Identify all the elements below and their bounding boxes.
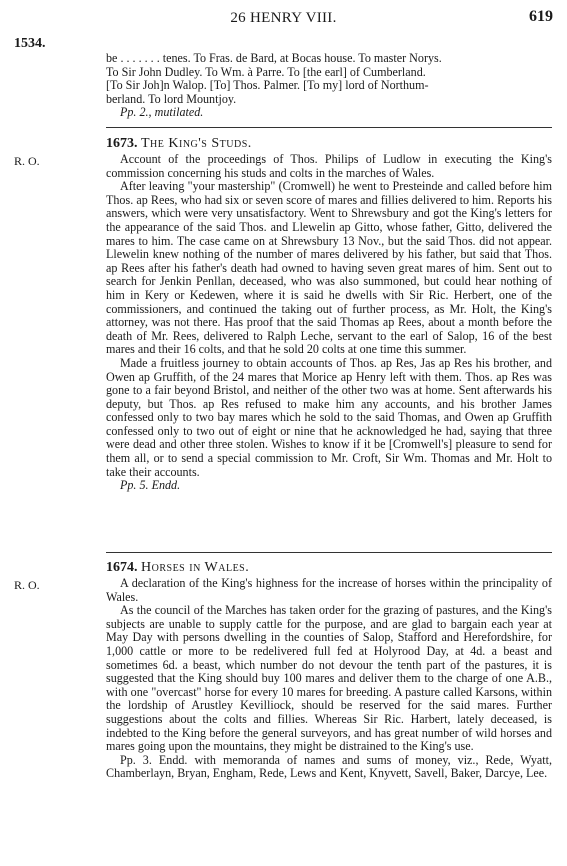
entry-paragraph: After leaving "your mastership" (Cromwell) he went to Presteinde and called before him Thos. ap Rees, who had six or seven score of mares and fillies delivered to him. Reports his answers, which were very unsatisfactory. Went to Shrewsbury and got the King's letters for the appearance of the said Thos. and Llewelin ap Gitto, whose father, Gitto, delivered the mares to him. The case came on at Shrewsbury 13 Nov., but the said Thos. did not appear. Llewelin knew nothing of the number of mares delivered by his father, but said that Thos. ap Rees after his father's death had owned to having seven great mares of him. Sent out to search for Jenkin Penllan, deceased, who was also summoned, but could hear nothing of him in Kery or Kedewen, where it is said he dwells with Sir Ric. Herbert, one of the commissioners, and continued the taking out of further process, as Mr. Holt, the King's attorney, was not there. Has proof that the said Thomas ap Rees, about a month before the death of Mr. Rees, delivered to Ralph Leche, servant to the earl of Salop, 16 of the best mares and their 16 colts, and that he sold 20 colts at one time this summer. xyxy=(106,179,552,357)
page-number: 619 xyxy=(529,8,553,25)
entry-heading-1674 xyxy=(106,560,249,576)
entry-number: 1674. xyxy=(106,560,138,575)
margin-reference: R. O. xyxy=(14,154,40,168)
entry-body-1673 xyxy=(106,153,552,493)
entry-note: Pp. 5. Endd. xyxy=(120,478,181,493)
entry-number: 1673. xyxy=(106,136,138,151)
entry-paragraph: As the council of the Marches has taken order for the grazing of pastures, and the King's subjects are unable to supply cattle for the purpose, and are glad to bargain each year at May Day with persons dwelling in the counties of Salop, Stafford and Herefordshire, for 1,000 cattle or more to be redelivered full fed at Holyrood Day, at 4d. a beast and sometimes 6d. a beast, which number do not devour the tenth part of the pastures, it is suggested that the King should buy 100 mares and deliver them to the charge of one A.B., with one "overcast" horse for every 10 mares for breeding. A pasture called Karsons, within the lordship of Arustley Kevilliock, should be reserved for the said mares. Further suggestions about the colts and fillies. Whereas Sir Ric. Harbert, lately deceased, is indebted to the King before the general surveyors, and has great number of wild horses and mares going upon the mountains, they might be distrained to the King's use. xyxy=(106,603,552,754)
continuation-note: Pp. 2., mutilated. xyxy=(120,105,204,120)
continuation-line: [To Sir Joh]n Walop. [To] Thos. Palmer. [To my] lord of Northum- xyxy=(106,78,429,93)
running-title: 26 HENRY VIII. xyxy=(230,10,337,26)
entry-title: Horses in Wales. xyxy=(141,560,250,575)
year-marker: 1534. xyxy=(14,36,46,51)
entry-heading-1673 xyxy=(106,136,252,152)
continuation-line: berland. To lord Mountjoy. xyxy=(106,91,237,106)
entry-paragraph: A declaration of the King's highness for the increase of horses within the principality of Wales. xyxy=(106,576,552,604)
section-divider xyxy=(106,127,552,128)
continuation-line: To Sir John Dudley. To Wm. à Parre. To [the earl] of Cumberland. xyxy=(106,64,426,79)
page-header xyxy=(0,8,567,32)
section-divider xyxy=(106,552,552,553)
margin-reference: R. O. xyxy=(14,578,40,592)
entry-paragraph: Made a fruitless journey to obtain accounts of Thos. ap Res, Jas ap Res his brother, and Owen ap Gruffith, of the 24 mares that Morice ap Henry left with them. Thos. ap Res was gone to a fair beyond Bristol, and neither of the other two was at home. Sent afterwards his deputy, but Thos. ap Res refused to make him any accounts, and his brother James confessed only to two bay mares which he sold to the said Thomas, and Owen ap Gruffith confessed only to two out of eight or nine that he acknowledged he had, saying that three were dead and other three stolen. Wishes to know if it be [Cromwell's] pleasure to send for them all, or to send a special commission to Mr. Croft, Sir Wm. Thomas and Mr. Holt to take their accounts. xyxy=(106,355,552,479)
continuation-line: be . . . . . . . tenes. To Fras. de Bard, at Bocas house. To master Norys. xyxy=(106,51,442,65)
entry-paragraph: Account of the proceedings of Thos. Philips of Ludlow in executing the King's commission concerning his studs and colts in the marches of Wales. xyxy=(106,152,552,180)
continuation-block xyxy=(106,52,552,120)
entry-title: The King's Studs. xyxy=(141,136,252,151)
entry-note: Pp. 3. Endd. with memoranda of names and sums of money, viz., Rede, Wyatt, Chamberlayn, Bryan, Engham, Rede, Lews and Kent, Knyvett, Savell, Baker, Darcye, Lee. xyxy=(106,752,552,781)
entry-body-1674 xyxy=(106,577,552,781)
